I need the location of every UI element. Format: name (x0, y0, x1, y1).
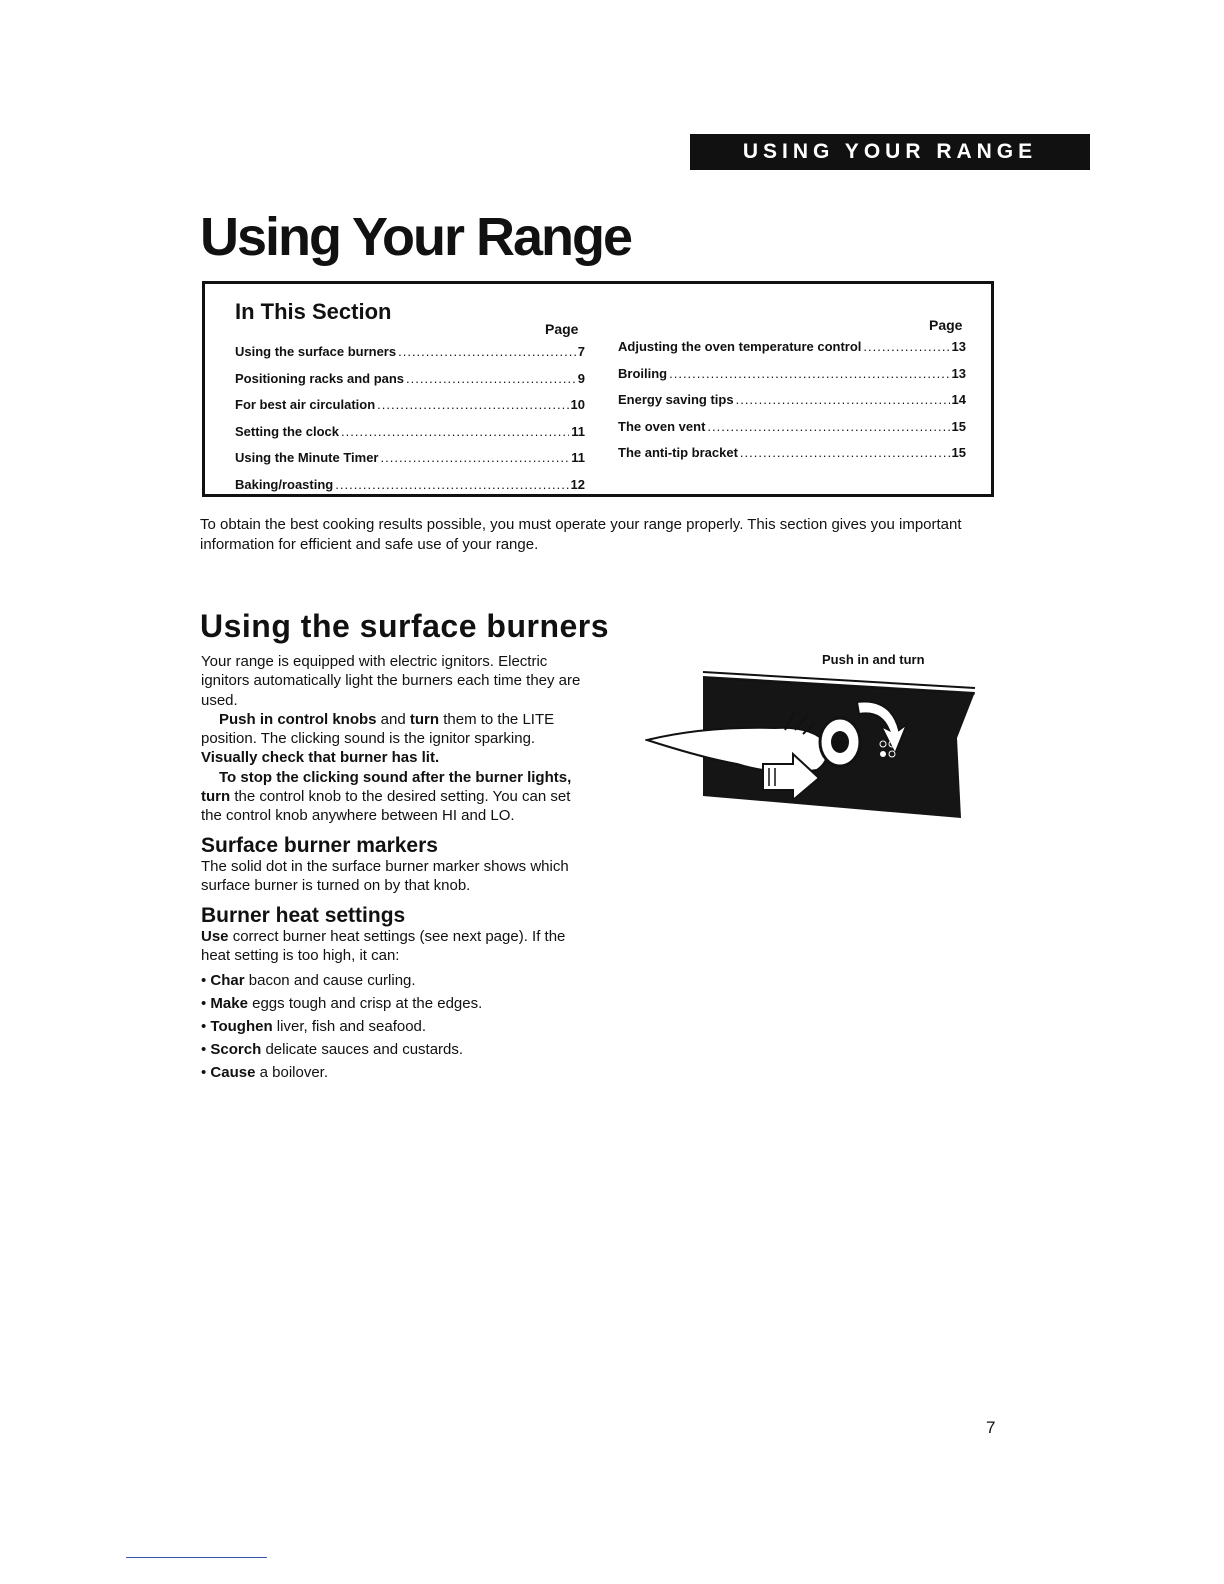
bold-text: Scorch (210, 1041, 262, 1059)
toc-entry-page: 13 (951, 365, 966, 381)
bold-text: Cause (210, 1064, 256, 1082)
toc-entry-page: 7 (577, 344, 585, 359)
footer-divider (126, 1557, 267, 1558)
toc-entry[interactable] (618, 339, 966, 366)
bold-text: Char (210, 972, 245, 990)
toc-entry-label: Broiling (618, 365, 668, 381)
toc-entry-page: 11 (571, 423, 585, 439)
subheading-markers: Surface burner markers (201, 833, 438, 857)
list-item: • Make eggs tough and crisp at the edges. (201, 995, 483, 1013)
page-title: Using Your Range (200, 207, 632, 267)
text: bacon and cause curling. (244, 972, 416, 990)
toc-entry[interactable] (235, 344, 585, 371)
toc-entry-label: Positioning racks and pans (235, 370, 405, 386)
list-item: • Char bacon and cause curling. (201, 972, 416, 990)
toc-entry-label: The anti-tip bracket (618, 445, 738, 460)
text: the control knob to the desired setting. You can set the control knob anywhere between HI and LO. (201, 788, 571, 825)
toc-entry[interactable] (235, 424, 585, 451)
text: them to the LITE position. The clicking sound is the ignitor sparking. (201, 710, 555, 748)
text: delicate sauces and custards. (261, 1041, 464, 1059)
text: liver, fish and seafood. (272, 1018, 427, 1036)
toc-entry[interactable] (235, 450, 585, 477)
toc-entry[interactable] (618, 366, 966, 393)
toc-leader (335, 477, 568, 492)
bold-text: turn (409, 710, 440, 728)
toc-leader (736, 392, 950, 407)
toc-page-label-right: Page (929, 317, 963, 333)
figure-caption: Push in and turn (822, 652, 925, 667)
heat-warning-list (201, 969, 591, 1084)
paragraph-heat (201, 927, 591, 966)
paragraph-ignitors: Your range is equipped with electric ignitors. Electric ignitors automatically light the burners each time they are used. (201, 653, 581, 709)
toc-box (202, 281, 994, 497)
bold-text: Visually check that burner has lit. (201, 749, 440, 767)
toc-entry[interactable] (618, 419, 966, 446)
section-title: Using the surface burners (200, 608, 610, 644)
paragraph-push-turn (201, 710, 591, 768)
toc-entry-label: For best air circulation (235, 397, 376, 412)
toc-entry-page: 10 (570, 397, 585, 412)
toc-leader (669, 366, 949, 381)
toc-entry[interactable] (618, 445, 966, 472)
toc-entry[interactable] (235, 397, 585, 424)
list-item: • Scorch delicate sauces and custards. (201, 1041, 464, 1059)
list-item: • Cause a boilover. (201, 1064, 328, 1082)
toc-entry-label: Baking/roasting (235, 476, 334, 492)
toc-entry-page: 15 (951, 418, 966, 434)
toc-leader (381, 450, 570, 465)
toc-entry[interactable] (235, 371, 585, 398)
bold-text: Push in control knobs (219, 710, 377, 728)
toc-entry[interactable] (618, 392, 966, 419)
toc-leader (707, 419, 949, 434)
body-column (201, 652, 591, 1084)
list-item: • Toughen liver, fish and seafood. (201, 1018, 427, 1036)
toc-leader (341, 424, 569, 439)
text: a boilover. (255, 1064, 328, 1082)
text: and (376, 710, 410, 728)
toc-entry-label: Energy saving tips (618, 392, 734, 407)
toc-leader (377, 397, 568, 412)
control-knob-illustration (645, 668, 980, 823)
paragraph-markers: The solid dot in the surface burner marker shows which surface burner is turned on by that knob. (201, 857, 569, 895)
toc-entry-label: Adjusting the oven temperature control (618, 339, 862, 354)
toc-entry-page: 12 (570, 476, 585, 492)
toc-entry-page: 9 (577, 370, 585, 386)
toc-entry-label: Using the surface burners (235, 344, 397, 359)
toc-entry-label: Using the Minute Timer (235, 450, 379, 465)
bold-text: Use (201, 927, 229, 945)
toc-column-right (618, 339, 966, 472)
section-banner: USING YOUR RANGE (690, 134, 1090, 170)
toc-entry-page: 15 (951, 445, 966, 460)
toc-entry-page: 13 (951, 339, 966, 354)
toc-leader (863, 339, 949, 354)
toc-leader (398, 344, 576, 359)
toc-page-label-left: Page (545, 321, 579, 337)
toc-heading: In This Section (235, 299, 392, 324)
toc-leader (740, 445, 950, 460)
subheading-heat-settings: Burner heat settings (201, 903, 406, 927)
bold-text: To stop the clicking sound after the burner lights, turn (201, 768, 572, 806)
toc-entry-label: Setting the clock (235, 423, 340, 439)
toc-entry-label: The oven vent (618, 418, 706, 434)
paragraph-stop-clicking (201, 768, 591, 826)
toc-entry[interactable] (235, 477, 585, 504)
text: correct burner heat settings (see next page). If the heat setting is too high, it can: (201, 927, 566, 965)
text: eggs tough and crisp at the edges. (247, 995, 483, 1013)
toc-column-left (235, 344, 585, 503)
intro-paragraph: To obtain the best cooking results possible, you must operate your range properly. This section gives you important information for efficient and safe use of your range. (200, 516, 962, 553)
control-knob-center (831, 731, 849, 753)
page-number: 7 (986, 1418, 996, 1437)
bold-text: Toughen (210, 1018, 273, 1036)
toc-leader (406, 371, 576, 386)
toc-entry-page: 14 (951, 392, 966, 407)
bold-text: Make (210, 995, 248, 1013)
toc-entry-page: 11 (571, 450, 585, 465)
